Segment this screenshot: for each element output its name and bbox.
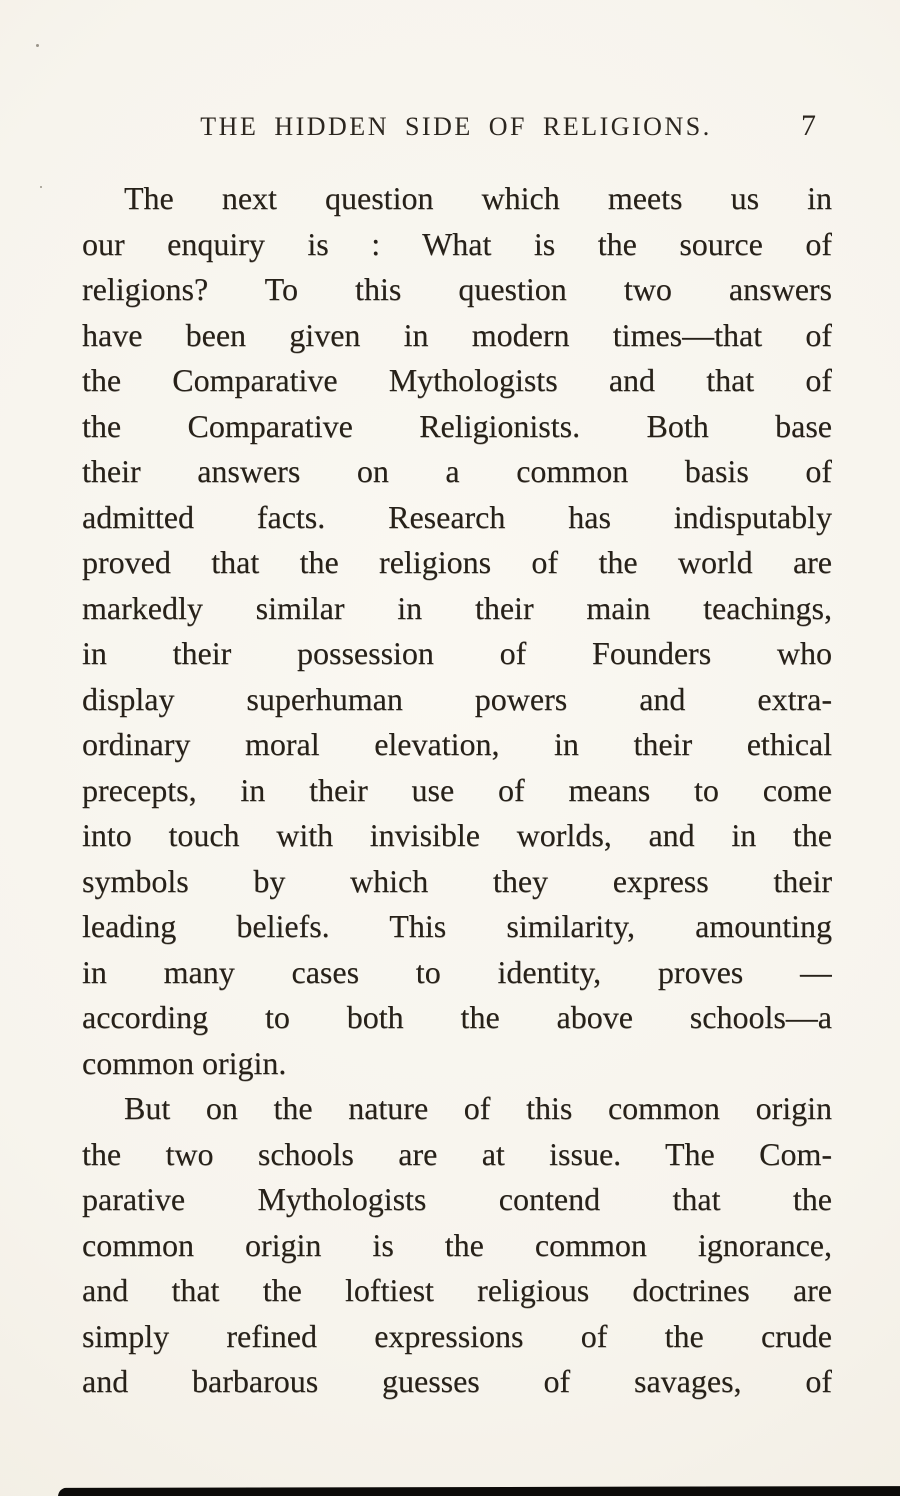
text-line: parative Mythologists contend that the (82, 1181, 832, 1217)
text-line: and that the loftiest religious doctrines are (82, 1272, 832, 1308)
text-line: our enquiry is : What is the source of (82, 225, 832, 262)
text-line: the Comparative Mythologists and that of (82, 362, 832, 398)
text-line: in their possession of Founders who (82, 635, 832, 671)
text-line: their answers on a common basis of (82, 453, 832, 489)
text-line: in many cases to identity, proves — (82, 953, 832, 990)
text-line: precepts, in their use of means to come (82, 771, 832, 808)
paragraph-2 (82, 1086, 832, 1405)
scan-edge-artifact (58, 1486, 900, 1496)
scan-speck (36, 44, 39, 47)
text-line: common origin. (82, 1044, 287, 1081)
text-line: the two schools are at issue. The Com- (82, 1135, 832, 1172)
scan-speck (40, 186, 42, 188)
text-line: the Comparative Religionists. Both base (82, 407, 832, 444)
text-line: and barbarous guesses of savages, of (82, 1363, 832, 1399)
page-number: 7 (801, 109, 816, 142)
text-line: markedly similar in their main teachings, (82, 589, 832, 626)
text-line: common origin is the common ignorance, (82, 1226, 832, 1263)
text-line: leading beliefs. This similarity, amounting (82, 908, 832, 944)
text-line: according to both the above schools—a (82, 999, 832, 1035)
text-line: simply refined expressions of the crude (82, 1317, 832, 1354)
text-line: symbols by which they express their (82, 862, 832, 899)
page-header (82, 109, 830, 142)
text-line: display superhuman powers and extra- (82, 680, 832, 717)
text-line: into touch with invisible worlds, and in the (82, 817, 832, 853)
text-line: admitted facts. Research has indisputably (82, 498, 832, 535)
text-line: have been given in modern times—that of (82, 316, 832, 353)
text-line: The next question which meets us in (124, 180, 832, 216)
text-line: religions? To this question two answers (82, 271, 832, 307)
text-line: ordinary moral elevation, in their ethical (82, 726, 832, 762)
text-line: But on the nature of this common origin (124, 1090, 832, 1126)
text-line: proved that the religions of the world are (82, 544, 832, 580)
running-title: THE HIDDEN SIDE OF RELIGIONS. (200, 112, 712, 141)
page-body (82, 176, 832, 1405)
paragraph-1 (82, 176, 832, 1086)
